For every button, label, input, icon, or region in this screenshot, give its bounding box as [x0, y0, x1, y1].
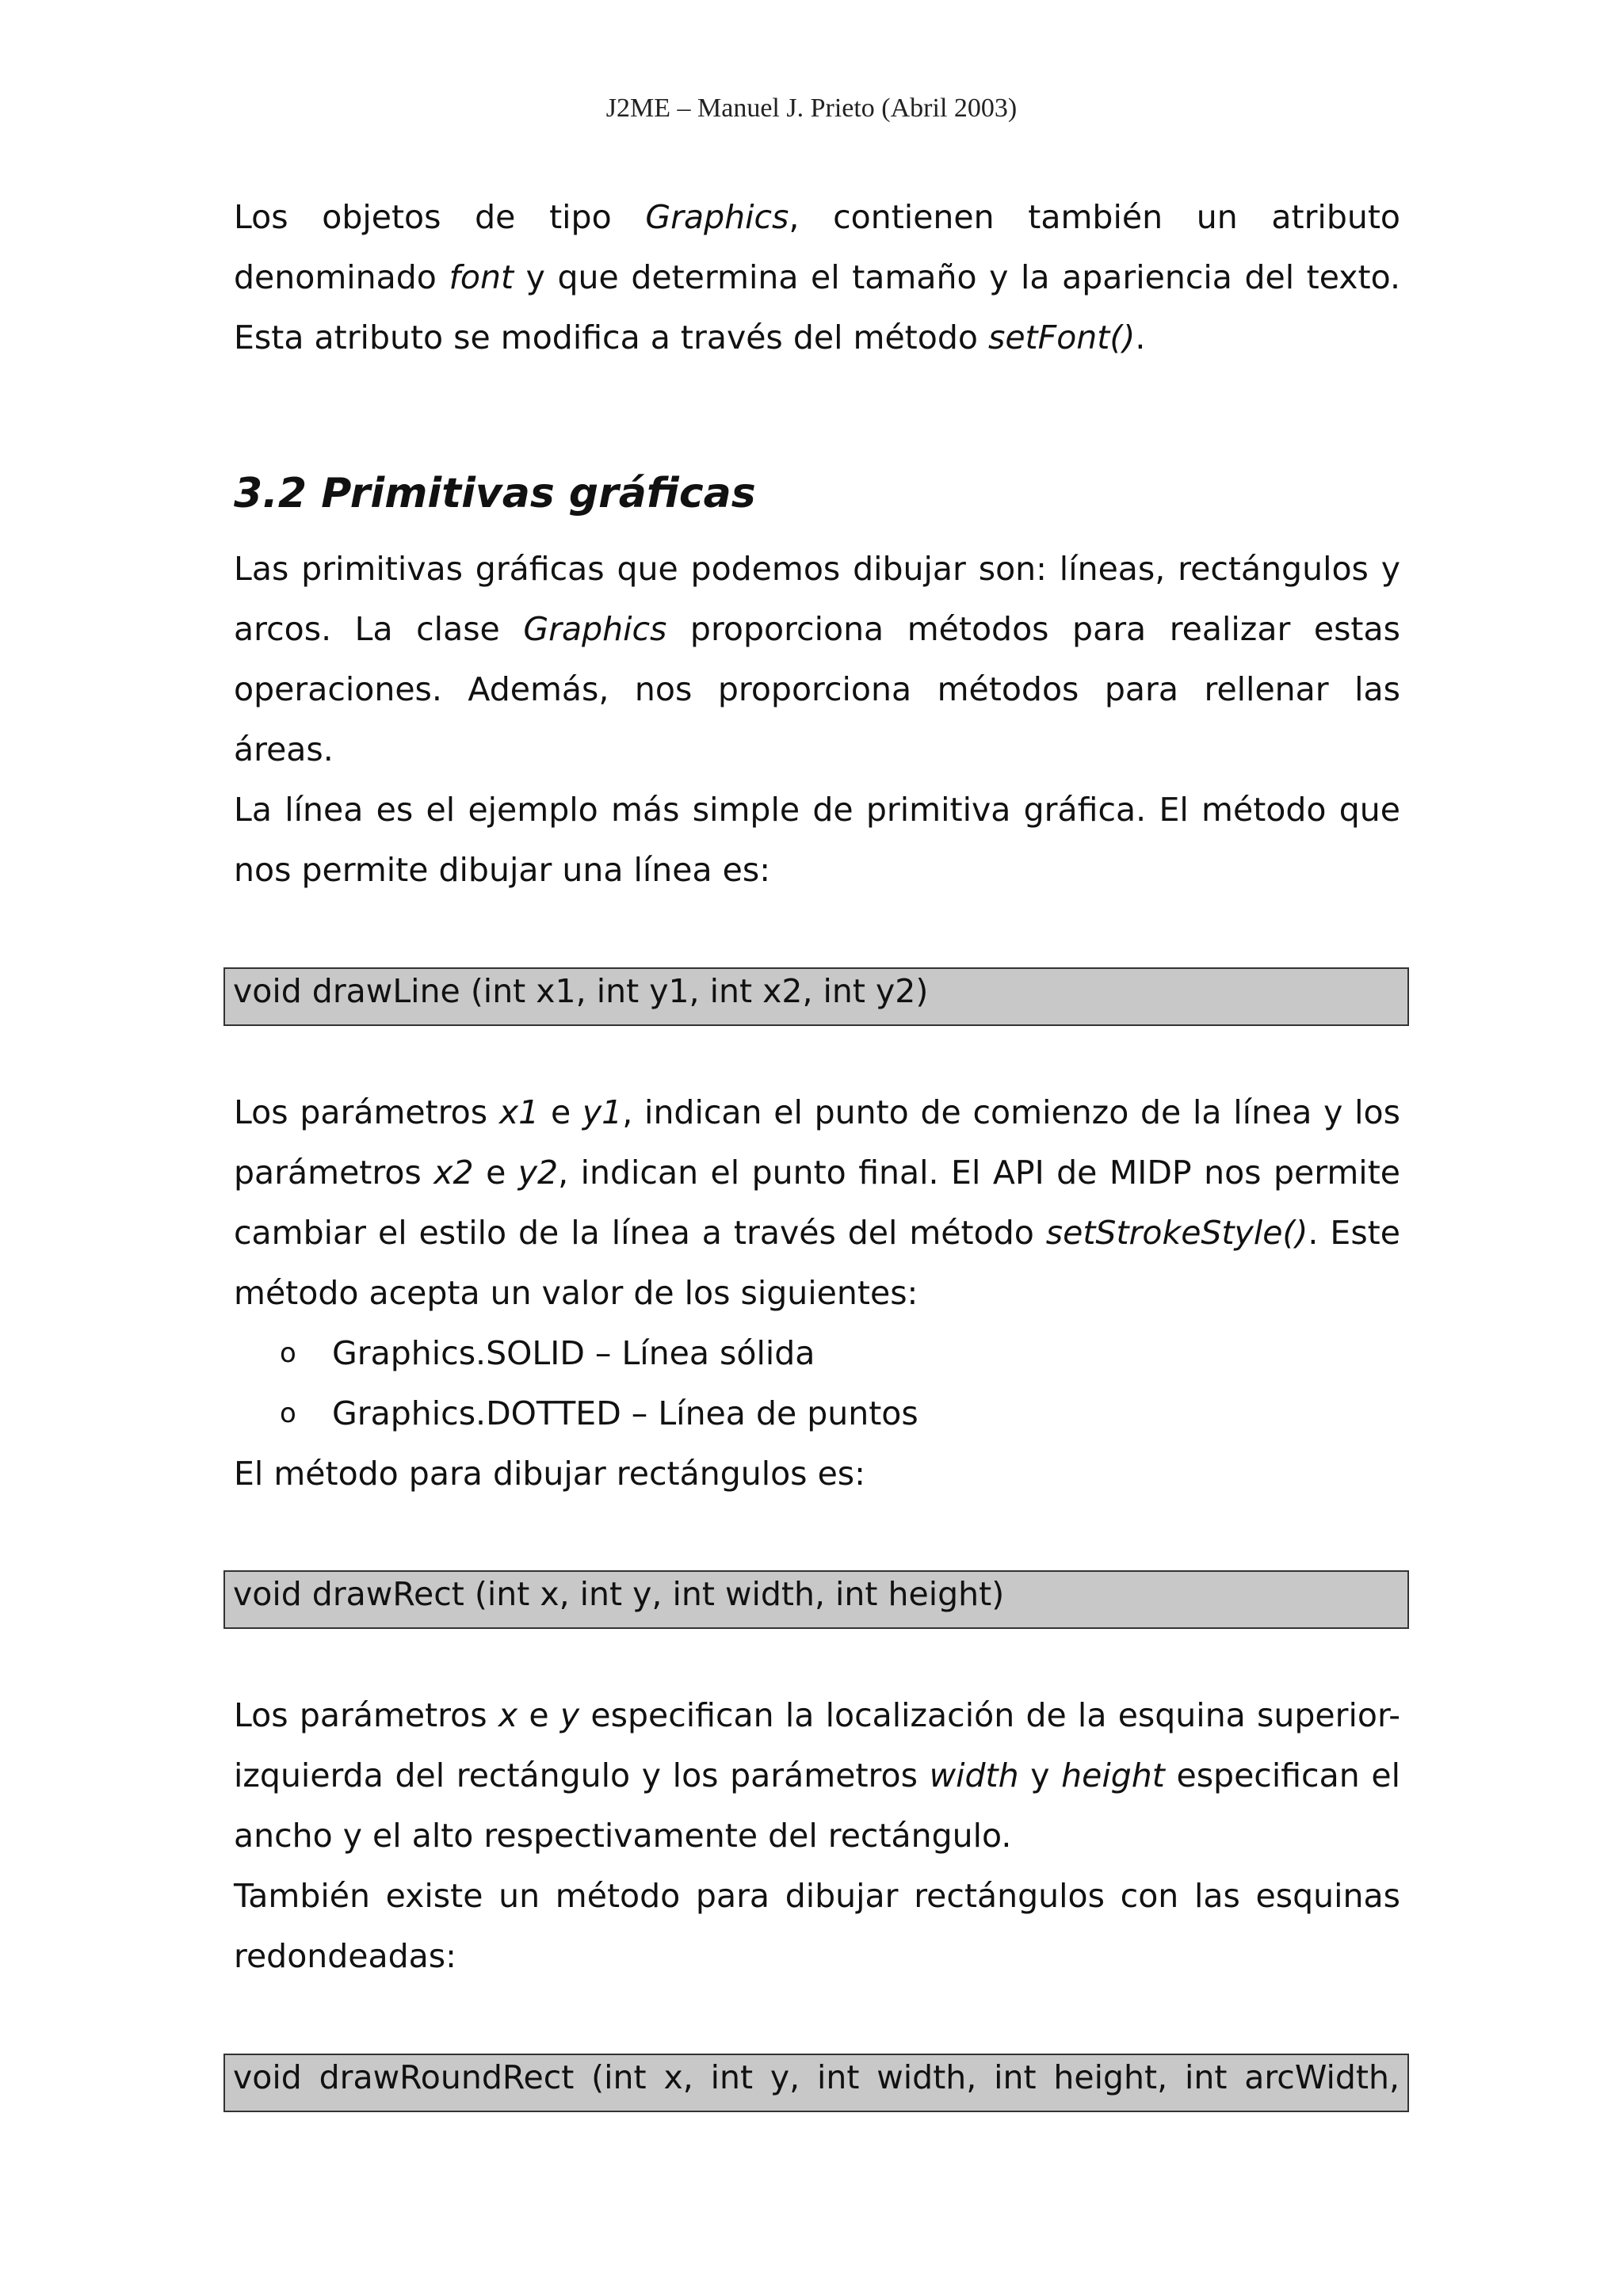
section-title: 3.2 Primitivas gráficas: [234, 470, 756, 517]
bullet-circle-icon: o: [280, 1337, 296, 1369]
paragraph-primitives: Las primitivas gráficas que podemos dibujar son: líneas, rectángulos y arcos. La clase Graphics proporciona métodos para realizar estas operaciones. Además, nos proporciona métodos para rellenar las áreas.: [234, 550, 1400, 769]
paragraph-line-intro: La línea es el ejemplo más simple de primitiva gráfica. El método que nos permite dibujar una línea es:: [234, 791, 1400, 889]
list-item: o Graphics.SOLID – Línea sólida: [234, 1323, 1400, 1383]
code-drawroundrect: void drawRoundRect (int x, int y, int width, int height, int arcWidth,: [223, 2054, 1409, 2112]
stroke-style-list: [234, 1323, 1400, 1444]
page-header: J2ME – Manuel J. Prieto (Abril 2003): [605, 93, 1018, 123]
bullet-circle-icon: o: [280, 1398, 296, 1429]
paragraph-font-attribute: Los objetos de tipo Graphics, contienen también un atributo denominado font y que determina el tamaño y la apariencia del texto. Esta atributo se modifica a través del método setFont().: [234, 198, 1401, 357]
paragraph-rect-intro: El método para dibujar rectángulos es:: [234, 1455, 865, 1493]
code-drawline: void drawLine (int x1, int y1, int x2, int y2): [223, 967, 1409, 1026]
primitives-paragraph-block: [234, 539, 1400, 900]
paragraph-rect-params: Los parámetros x e y especifican la localización de la esquina superior-izquierda del rectángulo y los parámetros width y height especifican el ancho y el alto respectivamente del rectángulo.: [234, 1696, 1401, 1855]
list-item: o Graphics.DOTTED – Línea de puntos: [234, 1383, 1400, 1444]
code-drawrect: void drawRect (int x, int y, int width, int height): [223, 1570, 1409, 1629]
paragraph-line-params: Los parámetros x1 e y1, indican el punto de comienzo de la línea y los parámetros x2 e y2, indican el punto final. El API de MIDP nos permite cambiar el estilo de la línea a través del método setStrokeStyle(). Este método acepta un valor de los siguientes:: [234, 1093, 1400, 1312]
section-heading-block: [234, 463, 1400, 524]
paragraph-roundrect-intro: También existe un método para dibujar rectángulos con las esquinas redondeadas:: [234, 1877, 1400, 1975]
line-params-block: [234, 1082, 1400, 1504]
rect-params-block: [234, 1685, 1400, 1986]
intro-paragraph-block: [234, 187, 1400, 368]
